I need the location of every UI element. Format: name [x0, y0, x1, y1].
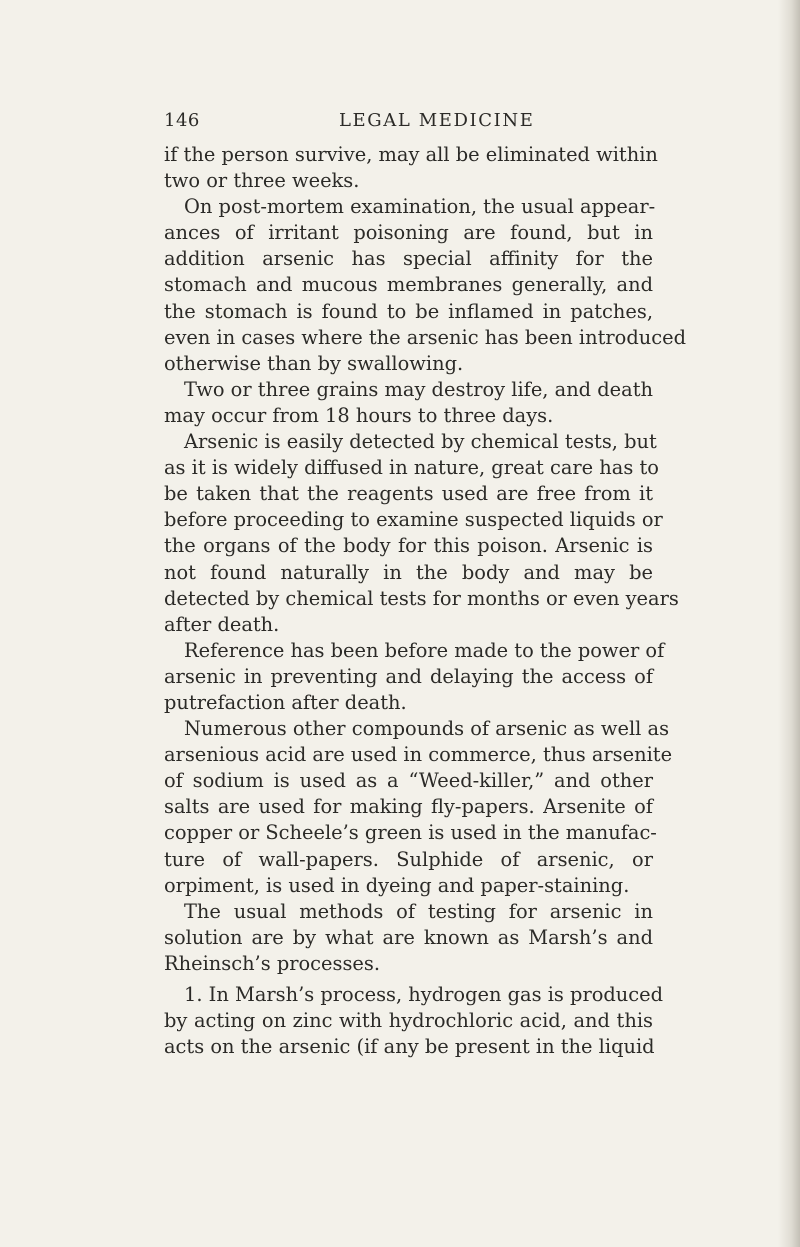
text-line: be taken that the reagents used are free from it [164, 482, 653, 506]
text-line: otherwise than by swallowing. [164, 351, 464, 375]
text-line: stomach and mucous membranes generally, and [164, 273, 653, 297]
text-line: Two or three grains may destroy life, and death [184, 377, 653, 401]
text-line: Numerous other compounds of arsenic as well as [184, 717, 670, 741]
text-line: if the person survive, may all be eliminated within [164, 143, 658, 166]
text-line: On post-mortem examination, the usual appear- [184, 195, 656, 219]
text-line: Rheinsch’s processes. [164, 951, 381, 975]
text-line: by acting on zinc with hydrochloric acid, and this [164, 1009, 653, 1033]
text-line: arsenic in preventing and delaying the access of [164, 664, 653, 688]
text-line: as it is widely diffused in nature, great care has to [164, 456, 659, 480]
text-line: two or three weeks. [164, 169, 360, 193]
text-line: 1. In Marsh’s process, hydrogen gas is produced [184, 983, 664, 1006]
running-head-title: LEGAL MEDICINE [339, 110, 535, 131]
text-line: arsenious acid are used in commerce, thus arsenite [164, 743, 673, 767]
text-line: not found naturally in the body and may be [164, 560, 653, 584]
text-line: after death. [164, 612, 280, 636]
text-line: before proceeding to examine suspected liquids or [164, 508, 663, 532]
text-line: putrefaction after death. [164, 690, 407, 714]
text-line: ances of irritant poisoning are found, but in [164, 221, 653, 245]
text-line: copper or Scheele’s green is used in the manufac- [164, 821, 657, 845]
text-line: orpiment, is used in dyeing and paper-staining. [164, 873, 630, 897]
body-text [164, 142, 686, 1060]
text-line: Reference has been before made to the power of [184, 638, 665, 662]
text-line: Arsenic is easily detected by chemical tests, but [184, 430, 657, 454]
text-line: even in cases where the arsenic has been introduced [164, 325, 686, 349]
text-line: ture of wall-papers. Sulphide of arsenic, or [164, 847, 653, 871]
text-line: solution are by what are known as Marsh’s and [164, 925, 653, 949]
text-line: salts are used for making fly-papers. Arsenite of [164, 795, 653, 819]
text-line: the stomach is found to be inflamed in patches, [164, 299, 653, 323]
text-line: The usual methods of testing for arsenic in [184, 899, 653, 923]
text-line: of sodium is used as a “Weed-killer,” and other [164, 769, 653, 793]
text-line: addition arsenic has special affinity for the [164, 247, 653, 271]
text-line: acts on the arsenic (if any be present in the liquid [164, 1035, 655, 1059]
running-head [0, 110, 800, 136]
text-line: may occur from 18 hours to three days. [164, 403, 554, 427]
text-line: detected by chemical tests for months or even years [164, 586, 679, 610]
text-line: the organs of the body for this poison. Arsenic is [164, 534, 653, 558]
page-number: 146 [164, 110, 200, 131]
page-edge-shadow [778, 0, 800, 1247]
